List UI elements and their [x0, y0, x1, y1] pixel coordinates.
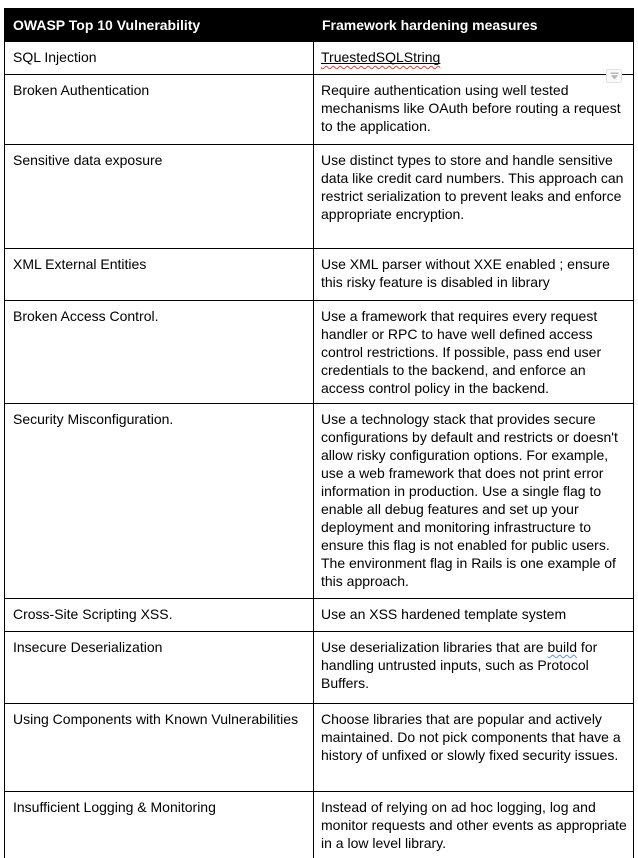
vulnerability-cell [5, 42, 314, 75]
table-row [5, 792, 634, 858]
measure-text: Require authentication using well tested mechanisms like OAuth before routing a request to the application. [321, 82, 621, 134]
measure-cell [314, 75, 634, 145]
vulnerability-cell [5, 632, 314, 704]
measure-cell [314, 404, 634, 599]
vulnerability-text: Using Components with Known Vulnerabilities [13, 711, 299, 727]
vulnerability-text: Security Misconfiguration. [13, 411, 174, 427]
table-header-row [5, 9, 634, 42]
vulnerability-cell [5, 404, 314, 599]
vulnerability-text: Sensitive data exposure [13, 152, 163, 168]
vulnerability-cell [5, 599, 314, 632]
measure-text: Use deserialization libraries that are [321, 639, 548, 655]
vulnerability-text: Broken Access Control. [13, 308, 159, 324]
vulnerability-cell [5, 301, 314, 404]
vulnerability-cell [5, 249, 314, 301]
vulnerability-text: SQL Injection [13, 49, 97, 65]
measure-cell [314, 599, 634, 632]
column-header-vulnerability: OWASP Top 10 Vulnerability [5, 9, 314, 42]
measure-text: Use an XSS hardened template system [321, 606, 567, 622]
measure-cell [314, 301, 634, 404]
vulnerability-cell [5, 75, 314, 145]
measure-text: Use distinct types to store and handle sensitive data like credit card numbers. This approach can restrict serialization to prevent leaks and enforce appropriate encryption. [321, 152, 624, 222]
measure-text: Choose libraries that are popular and actively maintained. Do not pick components that have a history of unfixed or slowly fixed security issues. [321, 711, 621, 763]
vulnerability-table [4, 8, 634, 858]
table-row [5, 632, 634, 704]
table-row [5, 599, 634, 632]
vulnerability-text: Broken Authentication [13, 82, 150, 98]
measure-cell [314, 632, 634, 704]
measure-cell [314, 792, 634, 858]
vulnerability-text: Insecure Deserialization [13, 639, 163, 655]
vulnerability-text: Insufficient Logging & Monitoring [13, 799, 216, 815]
measure-text: Use a technology stack that provides secure configurations by default and restricts or doesn't allow risky configuration options. For example, use a web framework that does not print error information in production. Use a single flag to enable all debug features and set up your deployment and monitoring infrastructure to ensure this flag is not enabled for public users. The environment flag in Rails is one example of this approach. [321, 411, 618, 589]
vulnerability-cell [5, 704, 314, 792]
table-row [5, 145, 634, 249]
table-row [5, 301, 634, 404]
chevron-down-icon [610, 72, 619, 80]
misspelled-underlined-text: TruestedSQLString [321, 49, 441, 65]
vulnerability-text: Cross-Site Scripting XSS. [13, 606, 173, 622]
measure-text: Instead of relying on ad hoc logging, log and monitor requests and other events as appropriate in a low level library. [321, 799, 627, 851]
table-row [5, 75, 634, 145]
measure-cell [314, 249, 634, 301]
table-row [5, 704, 634, 792]
collapsed-suggestion-dropdown-button[interactable] [606, 69, 622, 83]
vulnerability-text: XML External Entities [13, 256, 147, 272]
vulnerability-cell [5, 145, 314, 249]
table-row [5, 249, 634, 301]
vulnerability-cell [5, 792, 314, 858]
measure-text: for handling untrusted inputs, such as Protocol Buffers. [321, 639, 598, 691]
column-header-measures: Framework hardening measures [314, 9, 634, 42]
measure-cell [314, 145, 634, 249]
measure-text: Use XML parser without XXE enabled ; ensure this risky feature is disabled in library [321, 256, 610, 290]
measure-cell [314, 42, 634, 75]
measure-cell [314, 704, 634, 792]
table-row [5, 42, 634, 75]
table-row [5, 404, 634, 599]
grammar-flagged-word: build [547, 639, 578, 655]
measure-text: Use a framework that requires every request handler or RPC to have well defined access control restrictions. If possible, pass end user credentials to the backend, and enforce an access control policy in the backend. [321, 308, 602, 396]
